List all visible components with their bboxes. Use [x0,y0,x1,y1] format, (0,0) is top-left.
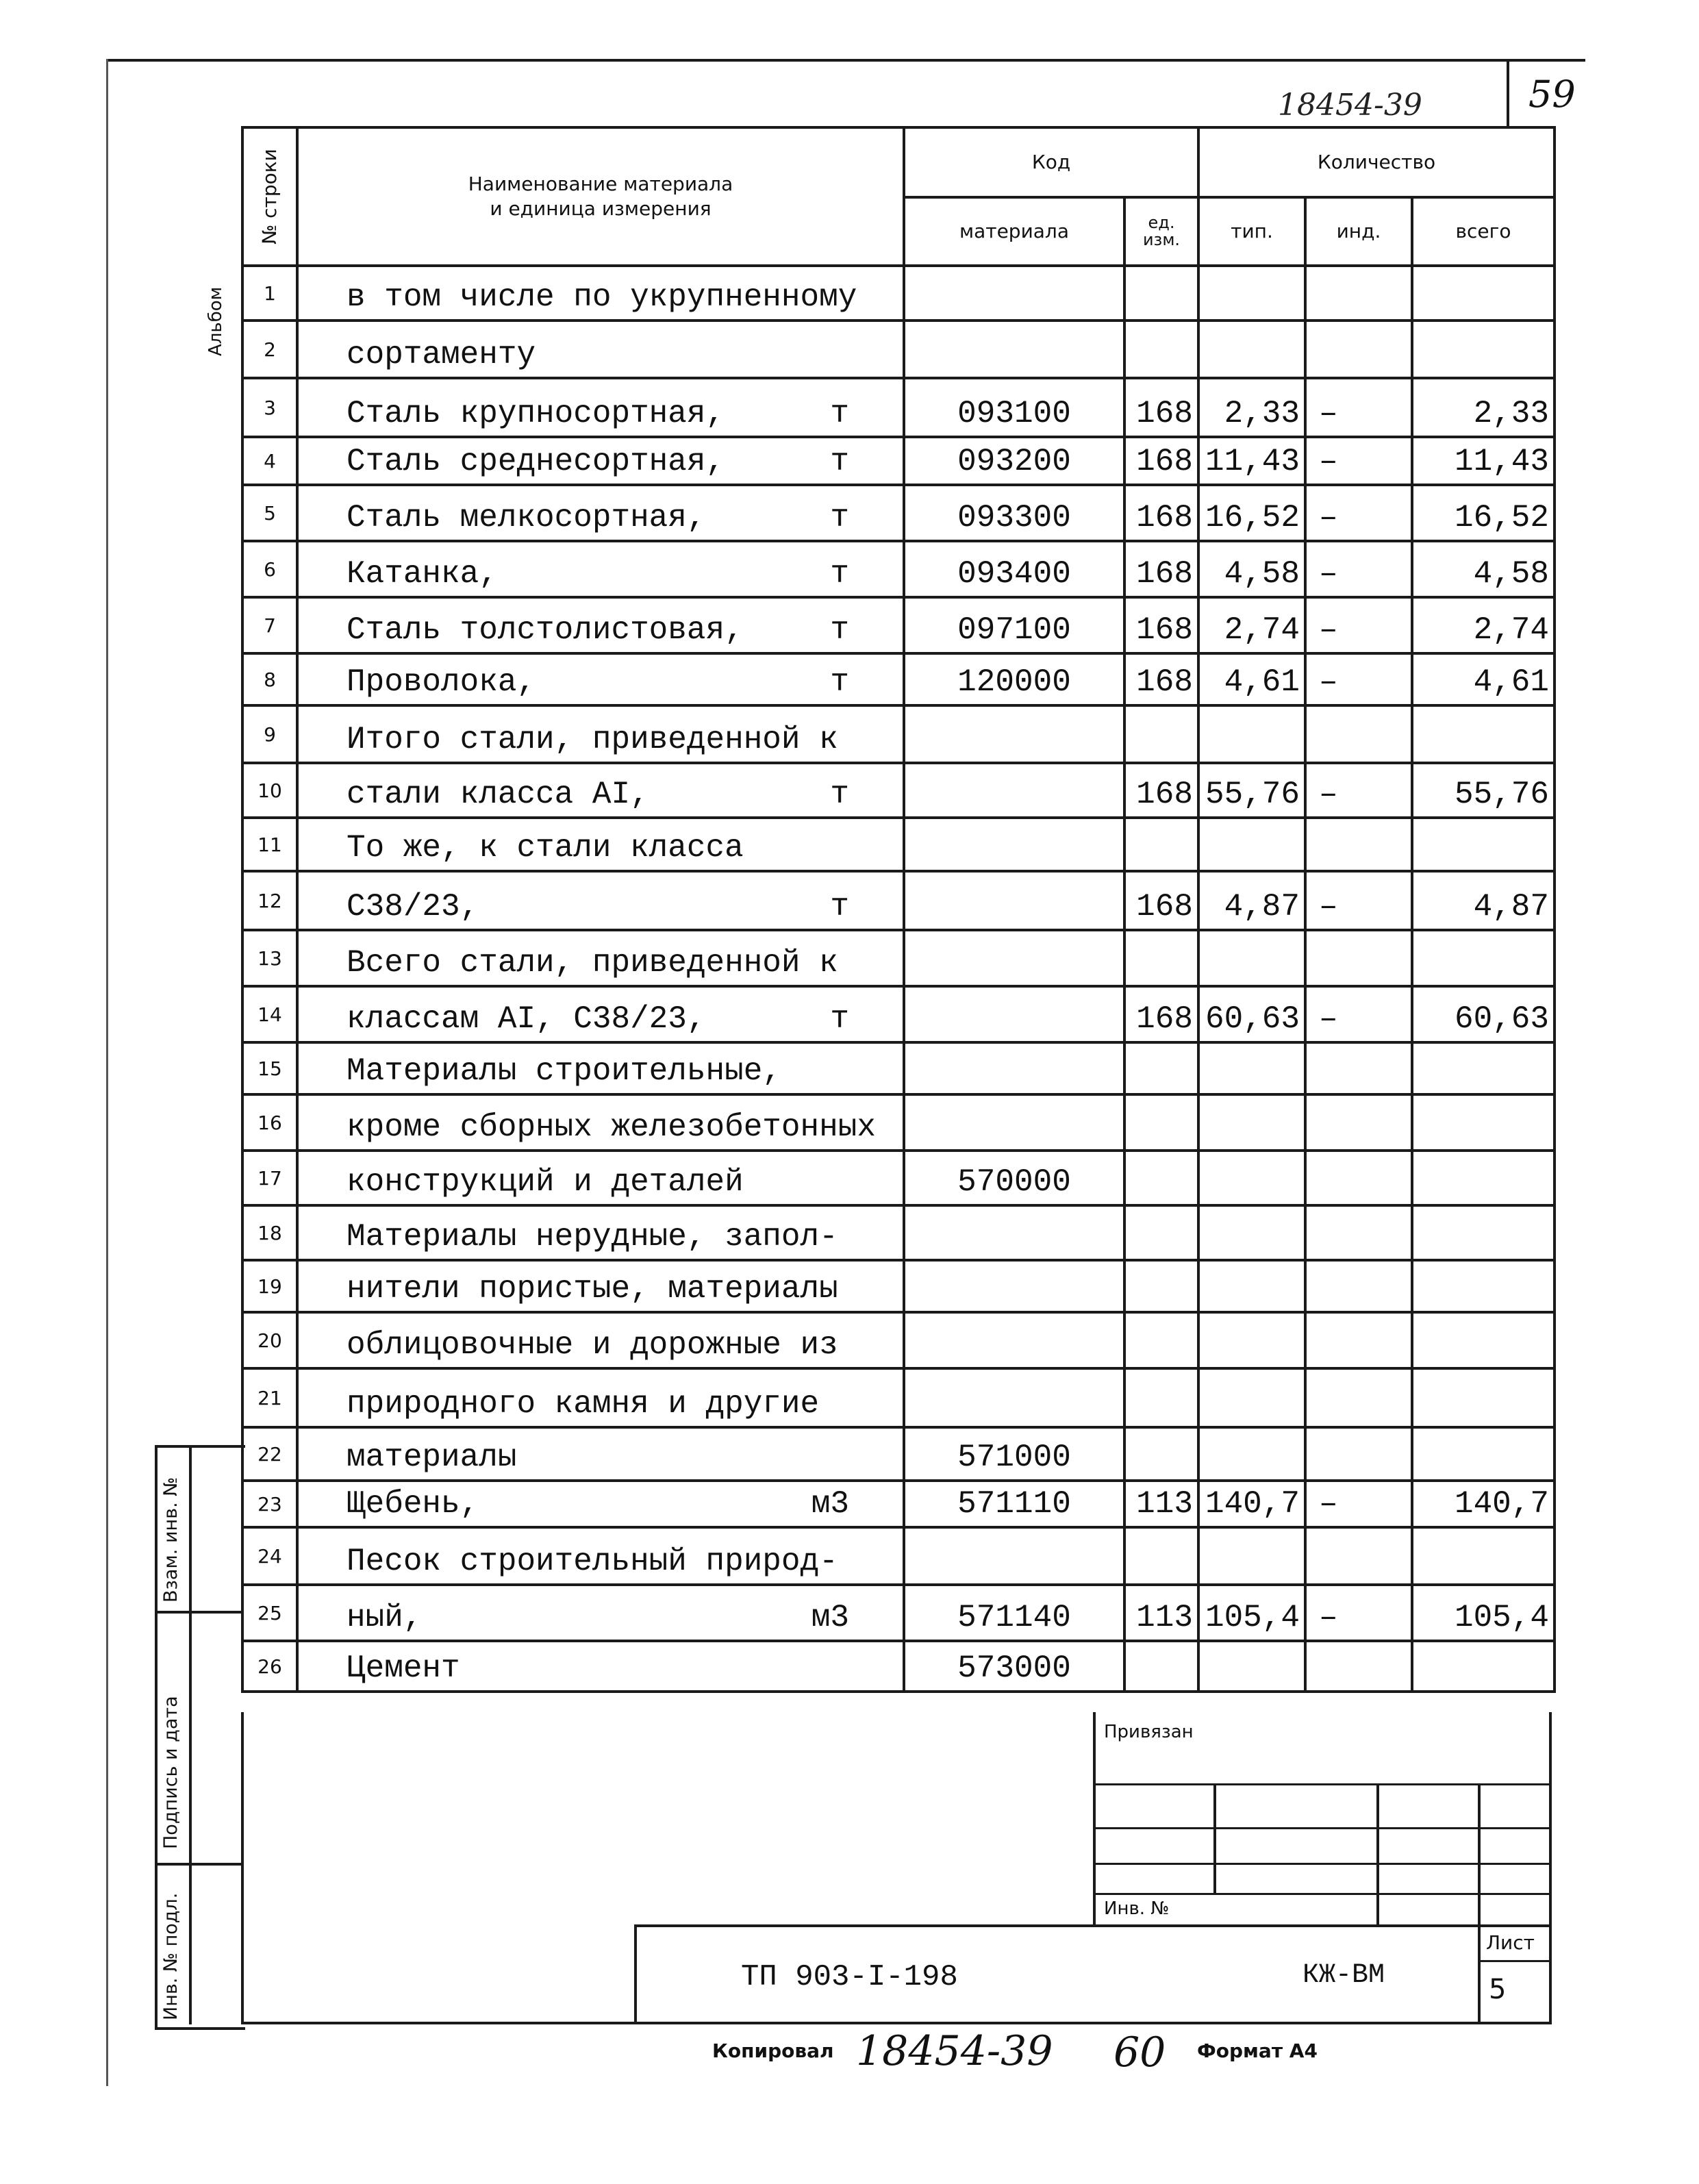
qty-typ: 4,87 [1198,871,1305,930]
qty-ind [1305,1427,1412,1481]
qty-ind [1305,321,1412,378]
stamp-hline-2 [1093,1827,1552,1829]
material-name [297,321,904,378]
qty-ind [1305,266,1412,321]
qty-ind [1305,1042,1412,1094]
frame-left-line [106,59,108,2086]
material-name [297,266,904,321]
material-unit: м3 [811,1600,849,1635]
material-name-text: Песок строительный природ- [347,1544,838,1579]
row-number: 17 [242,1151,297,1205]
material-name [297,597,904,653]
unit-code: 168 [1124,653,1198,705]
qty-typ [1198,321,1305,378]
qty-total: 2,74 [1412,597,1555,653]
table-row [242,871,1555,930]
table-row [242,1151,1555,1205]
qty-ind: – [1305,763,1412,818]
qty-typ [1198,705,1305,763]
qty-typ [1198,1527,1305,1585]
page-number: 59 [1528,73,1576,116]
qty-total: 4,58 [1412,541,1555,597]
material-name [297,705,904,763]
header-ind: инд. [1305,197,1412,266]
material-unit: т [830,396,849,431]
lower-right-border [1549,1712,1552,2024]
row-number: 7 [242,597,297,653]
material-name [297,930,904,986]
material-name [297,1205,904,1260]
qty-typ [1198,1260,1305,1312]
qty-typ: 11,43 [1198,437,1305,485]
unit-code: 113 [1124,1585,1198,1641]
page-number-box [1507,59,1509,127]
material-name-text: облицовочные и дорожные из [347,1327,838,1363]
qty-typ: 16,52 [1198,485,1305,541]
stamp-vline-2 [1376,1783,1379,1924]
unit-code: 168 [1124,763,1198,818]
table-row [242,1368,1555,1427]
header-row-number: № строки [242,127,297,266]
qty-total [1412,818,1555,871]
material-code: 097100 [904,597,1124,653]
header-typ: тип. [1198,197,1305,266]
material-name-text: в том числе по укрупненному [347,279,857,315]
material-name-text: Щебень, [347,1486,479,1522]
qty-typ: 140,7 [1198,1481,1305,1527]
material-name [297,986,904,1042]
qty-ind [1305,1205,1412,1260]
material-name [297,1481,904,1527]
table-row [242,1585,1555,1641]
qty-total: 55,76 [1412,763,1555,818]
material-name-text: Материалы строительные, [347,1053,781,1089]
unit-code: 168 [1124,378,1198,437]
material-name [297,653,904,705]
qty-total [1412,266,1555,321]
material-name-text: стали класса AI, [347,777,649,812]
qty-typ [1198,266,1305,321]
qty-typ [1198,1368,1305,1427]
material-name-text: Сталь среднесортная, [347,444,725,479]
table-row [242,1427,1555,1481]
table-row [242,1205,1555,1260]
lower-left-border [241,1712,244,2024]
table-body [242,266,1555,1692]
qty-typ: 4,58 [1198,541,1305,597]
unit-code: 168 [1124,485,1198,541]
qty-typ [1198,818,1305,871]
qty-typ [1198,1312,1305,1368]
material-code [904,1527,1124,1585]
qty-ind [1305,1260,1412,1312]
header-quantity: Количество [1198,127,1555,197]
sheet-label-line [1478,1960,1552,1962]
qty-typ [1198,1205,1305,1260]
header-material-name: Наименование материала и единица измерения [297,127,904,266]
sheet-number: 5 [1489,1974,1507,2005]
material-code: 093400 [904,541,1124,597]
unit-code [1124,1641,1198,1692]
qty-total: 60,63 [1412,986,1555,1042]
material-name [297,1151,904,1205]
row-number: 3 [242,378,297,437]
qty-typ [1198,1641,1305,1692]
row-number: 21 [242,1368,297,1427]
material-code [904,1094,1124,1151]
table-row [242,378,1555,437]
lower-bottom-border [241,2022,1552,2024]
material-name-text: Сталь толстолистовая, [347,612,744,648]
qty-typ: 60,63 [1198,986,1305,1042]
material-code [904,986,1124,1042]
unit-code [1124,1368,1198,1427]
material-name [297,1427,904,1481]
qty-ind [1305,1312,1412,1368]
table-row [242,763,1555,818]
row-number: 6 [242,541,297,597]
material-name [297,1585,904,1641]
title-left-border [634,1924,637,2024]
qty-typ: 2,74 [1198,597,1305,653]
unit-code [1124,321,1198,378]
qty-ind: – [1305,1481,1412,1527]
side-vzam-label: Взам. инв. № [160,1477,181,1603]
qty-ind: – [1305,378,1412,437]
unit-code [1124,1312,1198,1368]
qty-typ [1198,1094,1305,1151]
material-name [297,871,904,930]
material-unit: т [830,612,849,648]
qty-total [1412,1205,1555,1260]
qty-typ: 2,33 [1198,378,1305,437]
row-number: 11 [242,818,297,871]
material-name [297,1368,904,1427]
stamp-vline-1 [1213,1783,1216,1893]
qty-ind: – [1305,653,1412,705]
row-number: 19 [242,1260,297,1312]
header-unit: ед. изм. [1124,197,1198,266]
table-row [242,597,1555,653]
row-number: 23 [242,1481,297,1527]
unit-code [1124,818,1198,871]
doc-mark: КЖ-ВМ [1302,1960,1385,1991]
qty-ind: – [1305,597,1412,653]
material-unit: т [830,444,849,479]
qty-typ: 55,76 [1198,763,1305,818]
unit-code [1124,1527,1198,1585]
qty-ind [1305,1094,1412,1151]
material-unit: т [830,556,849,592]
material-name [297,1260,904,1312]
qty-ind [1305,1368,1412,1427]
qty-total [1412,930,1555,986]
unit-code [1124,1094,1198,1151]
qty-ind: – [1305,1585,1412,1641]
qty-total [1412,1427,1555,1481]
material-code: 093100 [904,378,1124,437]
material-code: 573000 [904,1641,1124,1692]
unit-code: 168 [1124,871,1198,930]
unit-code [1124,930,1198,986]
unit-code [1124,1260,1198,1312]
qty-ind: – [1305,541,1412,597]
footer-copy-number: 18454-39 [856,2027,1053,2075]
row-number: 1 [242,266,297,321]
material-unit: т [830,777,849,812]
material-code [904,705,1124,763]
material-code: 093300 [904,485,1124,541]
header-code: Код [904,127,1198,197]
row-number: 14 [242,986,297,1042]
qty-total: 4,61 [1412,653,1555,705]
row-number: 22 [242,1427,297,1481]
material-code [904,1368,1124,1427]
material-unit: т [830,664,849,700]
qty-ind: – [1305,871,1412,930]
material-name [297,1527,904,1585]
material-code [904,930,1124,986]
material-code: 571000 [904,1427,1124,1481]
row-number: 18 [242,1205,297,1260]
table-row [242,986,1555,1042]
unit-code [1124,1205,1198,1260]
material-code: 571140 [904,1585,1124,1641]
material-name [297,378,904,437]
table-row [242,705,1555,763]
qty-total [1412,321,1555,378]
material-unit: м3 [811,1486,849,1522]
material-code [904,1205,1124,1260]
qty-ind [1305,930,1412,986]
material-name [297,818,904,871]
qty-ind: – [1305,986,1412,1042]
qty-total: 16,52 [1412,485,1555,541]
stamp-inv-no-label: Инв. № [1104,1898,1170,1919]
row-number: 20 [242,1312,297,1368]
table-row [242,321,1555,378]
material-name-text: Всего стали, приведенной к [347,945,838,981]
stamp-privyazan-label: Привязан [1104,1722,1194,1742]
title-top-border [634,1924,1552,1927]
material-name [297,1094,904,1151]
material-code: 093200 [904,437,1124,485]
qty-total [1412,1312,1555,1368]
side-inv-podl-label: Инв. № подл. [160,1892,181,2020]
row-number: 12 [242,871,297,930]
side-inner-line [189,1445,192,2024]
qty-total: 4,87 [1412,871,1555,930]
doc-number: 18454-39 [1278,88,1422,123]
table-row [242,485,1555,541]
material-unit: т [830,1001,849,1037]
material-name-text: Катанка, [347,556,498,592]
row-number: 9 [242,705,297,763]
table-row [242,1094,1555,1151]
material-name-text: природного камня и другие [347,1386,820,1422]
qty-ind [1305,818,1412,871]
table-row [242,653,1555,705]
table-row [242,1481,1555,1527]
unit-code [1124,1042,1198,1094]
material-name [297,1042,904,1094]
sheet-label: Лист [1486,1931,1535,1954]
material-code [904,1042,1124,1094]
material-name [297,541,904,597]
material-name-text: ный, [347,1600,423,1635]
qty-typ [1198,930,1305,986]
qty-total [1412,1527,1555,1585]
material-name [297,1641,904,1692]
table-row [242,437,1555,485]
material-name-text: сортаменту [347,337,536,373]
material-code: 120000 [904,653,1124,705]
qty-total [1412,1094,1555,1151]
material-name-text: Сталь крупносортная, [347,396,725,431]
table-row [242,1641,1555,1692]
material-name-text: Проволока, [347,664,536,700]
qty-ind: – [1305,437,1412,485]
table-row [242,1042,1555,1094]
side-podpis-label: Подпись и дата [160,1696,181,1849]
project-code: ТП 903-I-198 [741,1960,958,1994]
row-number: 5 [242,485,297,541]
qty-ind [1305,1151,1412,1205]
qty-ind [1305,1527,1412,1585]
row-number: 10 [242,763,297,818]
row-number: 15 [242,1042,297,1094]
qty-total [1412,1260,1555,1312]
row-number: 26 [242,1641,297,1692]
qty-total [1412,1641,1555,1692]
unit-code: 168 [1124,597,1198,653]
material-name [297,763,904,818]
qty-typ [1198,1042,1305,1094]
material-code [904,871,1124,930]
frame-top-line [106,59,1585,62]
materials-table [241,126,1556,1693]
footer-copied-label: Копировал [712,2039,834,2062]
material-name-text: Итого стали, приведенной к [347,722,838,757]
table-row [242,1260,1555,1312]
table-row [242,930,1555,986]
material-code [904,818,1124,871]
table-row [242,1527,1555,1585]
qty-total: 140,7 [1412,1481,1555,1527]
material-name-text: Цемент [347,1650,460,1686]
row-number: 13 [242,930,297,986]
material-code [904,763,1124,818]
stamp-hline-3 [1093,1863,1552,1865]
table-row [242,266,1555,321]
side-divider-1 [155,1611,244,1614]
header-material-code: материала [904,197,1124,266]
unit-code [1124,705,1198,763]
unit-code [1124,1427,1198,1481]
stamp-hline-4 [1093,1893,1552,1895]
qty-total [1412,1368,1555,1427]
material-code [904,266,1124,321]
table-row [242,818,1555,871]
qty-typ: 4,61 [1198,653,1305,705]
material-code: 570000 [904,1151,1124,1205]
header-total: всего [1412,197,1555,266]
material-name-text: классам AI, С38/23, [347,1001,706,1037]
material-name [297,1312,904,1368]
material-code [904,1260,1124,1312]
row-number: 24 [242,1527,297,1585]
row-number: 8 [242,653,297,705]
row-number: 25 [242,1585,297,1641]
material-code: 571110 [904,1481,1124,1527]
material-code [904,321,1124,378]
material-name-text: кроме сборных железобетонных [347,1109,876,1145]
material-name-text: То же, к стали класса [347,830,744,866]
qty-total: 105,4 [1412,1585,1555,1641]
material-name-text: Материалы нерудные, запол- [347,1219,838,1255]
material-name-text: Сталь мелкосортная, [347,500,706,536]
material-name-text: конструкций и деталей [347,1164,744,1200]
footer-copy-page: 60 [1113,2029,1166,2076]
qty-total: 2,33 [1412,378,1555,437]
unit-code: 168 [1124,437,1198,485]
qty-ind: – [1305,485,1412,541]
material-name-text: С38/23, [347,889,479,925]
stamp-vline-3 [1478,1783,1481,2023]
qty-ind [1305,1641,1412,1692]
material-code [904,1312,1124,1368]
row-number: 2 [242,321,297,378]
unit-code [1124,266,1198,321]
unit-code: 168 [1124,986,1198,1042]
side-divider-2 [155,1863,244,1866]
qty-ind [1305,705,1412,763]
qty-typ [1198,1151,1305,1205]
material-unit: т [830,500,849,536]
unit-code: 113 [1124,1481,1198,1527]
qty-total [1412,1042,1555,1094]
material-name-text: нители пористые, материалы [347,1271,838,1307]
row-number: 16 [242,1094,297,1151]
footer-format: Формат А4 [1197,2039,1318,2062]
table-row [242,541,1555,597]
qty-typ [1198,1427,1305,1481]
qty-total [1412,705,1555,763]
material-name [297,437,904,485]
material-name [297,485,904,541]
unit-code: 168 [1124,541,1198,597]
qty-total: 11,43 [1412,437,1555,485]
stamp-hline-1 [1093,1783,1552,1785]
table-row [242,1312,1555,1368]
row-number: 4 [242,437,297,485]
album-label: Альбом [205,286,226,356]
material-unit: т [830,889,849,925]
qty-total [1412,1151,1555,1205]
unit-code [1124,1151,1198,1205]
material-name-text: материалы [347,1440,517,1475]
qty-typ: 105,4 [1198,1585,1305,1641]
